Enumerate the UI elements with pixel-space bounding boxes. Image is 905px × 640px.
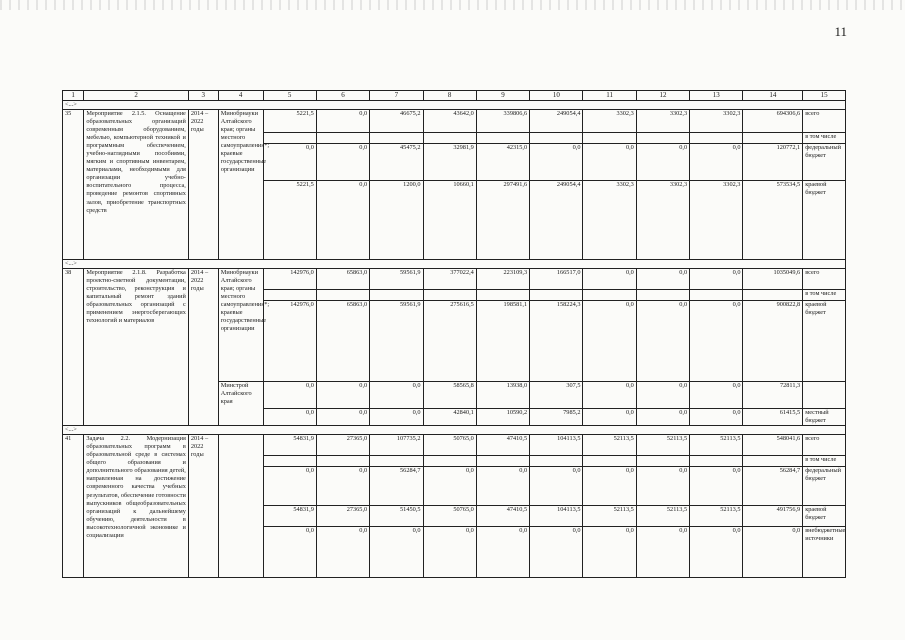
- funding-source: краевой бюджет: [803, 301, 846, 382]
- value-cell: 3302,3: [636, 110, 689, 133]
- value-cell: 223109,3: [476, 269, 529, 290]
- funding-source: краевой бюджет: [803, 506, 846, 527]
- period: 2014 – 2022 годы: [188, 435, 218, 578]
- value-cell: [263, 133, 316, 144]
- funding-source: в том числе: [803, 290, 846, 301]
- value-cell: 0,0: [423, 467, 476, 506]
- value-cell: [743, 456, 803, 467]
- value-cell: 46675,2: [370, 110, 423, 133]
- value-cell: 0,0: [316, 527, 369, 578]
- column-header: 14: [743, 91, 803, 101]
- separator-mark: <...>: [63, 260, 846, 269]
- column-header: 11: [583, 91, 636, 101]
- value-cell: 51450,5: [370, 506, 423, 527]
- value-cell: 42315,0: [476, 144, 529, 181]
- row-number: 41: [63, 435, 84, 578]
- column-header: 4: [218, 91, 263, 101]
- value-cell: 56284,7: [370, 467, 423, 506]
- value-cell: 198581,1: [476, 301, 529, 382]
- value-cell: 47410,5: [476, 506, 529, 527]
- value-cell: 3302,3: [583, 110, 636, 133]
- value-cell: 0,0: [690, 301, 743, 382]
- funding-source: [803, 382, 846, 409]
- value-cell: 0,0: [743, 527, 803, 578]
- value-cell: 0,0: [316, 110, 369, 133]
- value-cell: [423, 456, 476, 467]
- value-cell: 61415,5: [743, 409, 803, 426]
- value-cell: 249054,4: [530, 181, 583, 260]
- value-cell: 13938,0: [476, 382, 529, 409]
- value-cell: 297491,6: [476, 181, 529, 260]
- value-cell: 54831,9: [263, 506, 316, 527]
- value-cell: 0,0: [263, 527, 316, 578]
- page-number: 11: [834, 24, 847, 39]
- value-cell: 0,0: [263, 144, 316, 181]
- value-cell: 0,0: [583, 301, 636, 382]
- value-cell: 0,0: [583, 467, 636, 506]
- value-cell: 0,0: [263, 409, 316, 426]
- value-cell: 307,5: [530, 382, 583, 409]
- value-cell: [316, 456, 369, 467]
- value-cell: 52113,5: [636, 506, 689, 527]
- value-cell: [690, 290, 743, 301]
- value-cell: [743, 133, 803, 144]
- value-cell: [636, 133, 689, 144]
- value-cell: 0,0: [636, 467, 689, 506]
- table-row: [63, 110, 846, 133]
- value-cell: [636, 290, 689, 301]
- table-row: [63, 435, 846, 456]
- value-cell: 0,0: [370, 527, 423, 578]
- value-cell: [476, 456, 529, 467]
- value-cell: 52113,5: [583, 506, 636, 527]
- separator-row: [63, 260, 846, 269]
- column-header: 13: [690, 91, 743, 101]
- value-cell: 548041,6: [743, 435, 803, 456]
- value-cell: [263, 456, 316, 467]
- executor: Минобрнауки Алтайского края; органы местного самоуправления*; краевые государственные организации: [218, 269, 263, 382]
- funding-source: местный бюджет: [803, 409, 846, 426]
- funding-source: федеральный бюджет: [803, 467, 846, 506]
- value-cell: [370, 133, 423, 144]
- measure-name: Мероприятие 2.1.5. Оснащение образовательных организаций современным оборудованием, мебелью, компьютерной техникой и программным обеспечением, учебно-наглядными пособиями, мягким и спортивным инвентарем, материалами, необходимыми для организации учебно-воспитательного процесса, проведение ремонтов спортивных залов, приобретение транспортных средств: [84, 110, 189, 260]
- value-cell: 142976,0: [263, 301, 316, 382]
- measure-name: Задача 2.2. Модернизация образовательных программ в образовательной среде в системах общего образования и дополнительного образования детей, направленная на достижение современного качества учебных результатов, обеспечение готовности выпускников общеобразовательных организаций к дальнейшему обучению, деятельности в высокотехнологичной экономике и социализации: [84, 435, 189, 578]
- value-cell: 56284,7: [743, 467, 803, 506]
- value-cell: 0,0: [636, 382, 689, 409]
- value-cell: 3302,3: [583, 181, 636, 260]
- period: 2014 – 2022 годы: [188, 269, 218, 426]
- table-row: [63, 269, 846, 290]
- column-header: 10: [530, 91, 583, 101]
- value-cell: 10660,1: [423, 181, 476, 260]
- value-cell: 0,0: [316, 409, 369, 426]
- funding-source: всего: [803, 269, 846, 290]
- value-cell: 0,0: [690, 409, 743, 426]
- value-cell: 694306,6: [743, 110, 803, 133]
- value-cell: [423, 290, 476, 301]
- value-cell: 52113,5: [690, 435, 743, 456]
- value-cell: 59561,9: [370, 269, 423, 290]
- value-cell: 3302,3: [690, 110, 743, 133]
- value-cell: 0,0: [263, 467, 316, 506]
- value-cell: 54831,9: [263, 435, 316, 456]
- value-cell: 0,0: [583, 382, 636, 409]
- value-cell: 0,0: [423, 527, 476, 578]
- column-header: 7: [370, 91, 423, 101]
- value-cell: 339806,6: [476, 110, 529, 133]
- value-cell: 50765,0: [423, 506, 476, 527]
- value-cell: 249054,4: [530, 110, 583, 133]
- value-cell: [530, 133, 583, 144]
- value-cell: [370, 456, 423, 467]
- scan-artifact: [0, 0, 905, 10]
- value-cell: [583, 290, 636, 301]
- header-row: [63, 91, 846, 101]
- value-cell: 0,0: [316, 382, 369, 409]
- value-cell: 0,0: [636, 527, 689, 578]
- value-cell: [690, 133, 743, 144]
- funding-source: в том числе: [803, 133, 846, 144]
- value-cell: 104113,5: [530, 435, 583, 456]
- funding-source: краевой бюджет: [803, 181, 846, 260]
- value-cell: 72811,3: [743, 382, 803, 409]
- value-cell: 0,0: [636, 269, 689, 290]
- separator-mark: <...>: [63, 426, 846, 435]
- value-cell: 166517,0: [530, 269, 583, 290]
- period: 2014 – 2022 годы: [188, 110, 218, 260]
- value-cell: [476, 133, 529, 144]
- value-cell: [370, 290, 423, 301]
- value-cell: 0,0: [583, 269, 636, 290]
- value-cell: 0,0: [530, 467, 583, 506]
- value-cell: 10590,2: [476, 409, 529, 426]
- value-cell: 5221,5: [263, 181, 316, 260]
- separator-row: [63, 100, 846, 109]
- column-header: 15: [803, 91, 846, 101]
- value-cell: [583, 133, 636, 144]
- value-cell: 120772,1: [743, 144, 803, 181]
- value-cell: 0,0: [530, 527, 583, 578]
- value-cell: 0,0: [636, 144, 689, 181]
- value-cell: 27365,0: [316, 506, 369, 527]
- column-header: 12: [636, 91, 689, 101]
- value-cell: 377022,4: [423, 269, 476, 290]
- row-number: 35: [63, 110, 84, 260]
- value-cell: 0,0: [636, 301, 689, 382]
- value-cell: [690, 456, 743, 467]
- value-cell: 573534,5: [743, 181, 803, 260]
- value-cell: 47410,5: [476, 435, 529, 456]
- row-number: 38: [63, 269, 84, 426]
- value-cell: [316, 133, 369, 144]
- value-cell: 0,0: [583, 527, 636, 578]
- executor: Минобрнауки Алтайского края; органы местного самоуправления*; краевые государственные организации: [218, 110, 263, 260]
- funding-source: внебюджетные источники: [803, 527, 846, 578]
- value-cell: [636, 456, 689, 467]
- value-cell: 142976,0: [263, 269, 316, 290]
- funding-source: всего: [803, 435, 846, 456]
- executor: [218, 435, 263, 578]
- measure-name: Мероприятие 2.1.8. Разработка проектно-сметной документации, строительство, реконструкция и капитальный ремонт зданий образовательных организаций с применением энергосберегающих технологий и материалов: [84, 269, 189, 426]
- value-cell: 0,0: [263, 382, 316, 409]
- value-cell: 0,0: [476, 527, 529, 578]
- value-cell: 0,0: [583, 144, 636, 181]
- value-cell: [743, 290, 803, 301]
- column-header: 3: [188, 91, 218, 101]
- value-cell: [583, 456, 636, 467]
- budget-table: [62, 90, 846, 578]
- column-header: 8: [423, 91, 476, 101]
- value-cell: 0,0: [316, 467, 369, 506]
- value-cell: 0,0: [370, 409, 423, 426]
- value-cell: 900822,8: [743, 301, 803, 382]
- value-cell: 1035049,6: [743, 269, 803, 290]
- value-cell: 32981,9: [423, 144, 476, 181]
- value-cell: 0,0: [583, 409, 636, 426]
- funding-source: в том числе: [803, 456, 846, 467]
- value-cell: [316, 290, 369, 301]
- value-cell: [423, 133, 476, 144]
- value-cell: 5221,5: [263, 110, 316, 133]
- value-cell: 42840,1: [423, 409, 476, 426]
- value-cell: 0,0: [690, 144, 743, 181]
- value-cell: 0,0: [690, 527, 743, 578]
- column-header: 1: [63, 91, 84, 101]
- value-cell: 50765,0: [423, 435, 476, 456]
- separator-mark: <...>: [63, 100, 846, 109]
- column-header: 9: [476, 91, 529, 101]
- value-cell: 275616,5: [423, 301, 476, 382]
- value-cell: 65863,0: [316, 301, 369, 382]
- value-cell: 107735,2: [370, 435, 423, 456]
- value-cell: 65863,0: [316, 269, 369, 290]
- funding-source: всего: [803, 110, 846, 133]
- funding-source: федеральный бюджет: [803, 144, 846, 181]
- value-cell: [530, 290, 583, 301]
- value-cell: 45475,2: [370, 144, 423, 181]
- value-cell: 58565,8: [423, 382, 476, 409]
- value-cell: 52113,5: [690, 506, 743, 527]
- value-cell: [476, 290, 529, 301]
- value-cell: [530, 456, 583, 467]
- value-cell: 0,0: [690, 382, 743, 409]
- value-cell: 0,0: [690, 269, 743, 290]
- value-cell: 3302,3: [690, 181, 743, 260]
- value-cell: 0,0: [370, 382, 423, 409]
- value-cell: 0,0: [530, 144, 583, 181]
- value-cell: 3302,3: [636, 181, 689, 260]
- value-cell: 104113,5: [530, 506, 583, 527]
- value-cell: 491756,9: [743, 506, 803, 527]
- value-cell: 59561,9: [370, 301, 423, 382]
- value-cell: 43642,0: [423, 110, 476, 133]
- column-header: 6: [316, 91, 369, 101]
- executor-secondary: Минстрой Алтайского края: [218, 382, 263, 426]
- value-cell: 52113,5: [583, 435, 636, 456]
- value-cell: 158224,3: [530, 301, 583, 382]
- value-cell: 27365,0: [316, 435, 369, 456]
- value-cell: 0,0: [476, 467, 529, 506]
- value-cell: 0,0: [636, 409, 689, 426]
- value-cell: [263, 290, 316, 301]
- column-header: 2: [84, 91, 189, 101]
- value-cell: 0,0: [690, 467, 743, 506]
- value-cell: 0,0: [316, 144, 369, 181]
- value-cell: 52113,5: [636, 435, 689, 456]
- separator-row: [63, 426, 846, 435]
- value-cell: 1200,0: [370, 181, 423, 260]
- value-cell: 0,0: [316, 181, 369, 260]
- column-header: 5: [263, 91, 316, 101]
- value-cell: 7985,2: [530, 409, 583, 426]
